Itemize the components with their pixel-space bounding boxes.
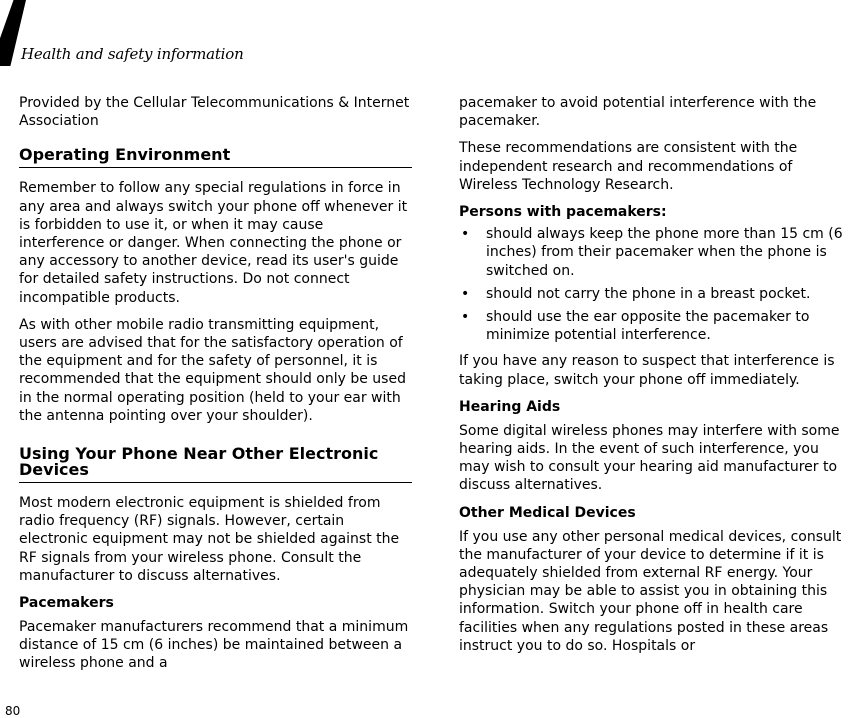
bullet-icon: • (461, 226, 470, 243)
hearing-aids-paragraph: Some digital wireless phones may interfere with some hearing aids. In the event of such interference, you may wish to consult your hearing aid manufacturer to discuss alternatives. (459, 422, 840, 494)
operating-environment-paragraph-1: Remember to follow any special regulations in force in any area and always switch your phone off whenever it is forbidden to use it, or when it may cause interference or danger. When connecting the phone or any accessory to another device, read its user's guide for detailed safety instructions. Do not connect incompatible products. (19, 180, 408, 306)
intro-text: Provided by the Cellular Telecommunications & Internet Association (19, 95, 410, 130)
hearing-aids-heading: Hearing Aids (459, 398, 561, 415)
list-item-text: should use the ear opposite the pacemaker to minimize potential interference. (486, 309, 810, 344)
pacemaker-bullet-list (459, 225, 848, 344)
near-devices-paragraph: Most modern electronic equipment is shielded from radio frequency (RF) signals. However, certain electronic equipment may not be shielded against the RF signals from your wireless phone. Consult the manufacturer to discuss alternatives. (19, 495, 400, 584)
persons-with-pacemakers-label: Persons with pacemakers: (459, 204, 667, 221)
pacemakers-heading: Pacemakers (19, 595, 114, 612)
list-item (459, 225, 848, 280)
bullet-icon: • (461, 309, 470, 326)
right-column (459, 94, 848, 664)
other-medical-devices-heading: Other Medical Devices (459, 504, 636, 521)
left-column (19, 94, 412, 682)
pacemaker-continuation: pacemaker to avoid potential interference with the pacemaker. (459, 95, 817, 130)
page-number: 80 (5, 704, 21, 718)
consistency-paragraph: These recommendations are consistent with the independent research and recommendations of Wireless Technology Research. (459, 140, 798, 193)
interference-reason-paragraph: If you have any reason to suspect that interference is taking place, switch your phone off immediately. (459, 353, 835, 388)
page-header-title: Health and safety information (21, 45, 244, 63)
list-item-text: should not carry the phone in a breast pocket. (486, 285, 811, 302)
pacemakers-paragraph: Pacemaker manufacturers recommend that a minimum distance of 15 cm (6 inches) be maintained between a wireless phone and a (19, 619, 409, 672)
list-item-text: should always keep the phone more than 15 cm (6 inches) from their pacemaker when the phone is switched on. (486, 226, 843, 279)
bullet-icon: • (461, 285, 470, 302)
list-item (459, 285, 848, 303)
operating-environment-heading: Operating Environment (19, 147, 412, 168)
operating-environment-paragraph-2: As with other mobile radio transmitting equipment, users are advised that for the satisfactory operation of the equipment and for the safety of personnel, it is recommended that the equipment should only be used in the normal operating position (held to your ear with the antenna pointing over your shoulder). (19, 316, 406, 424)
list-item (459, 308, 848, 344)
other-medical-devices-paragraph: If you use any other personal medical devices, consult the manufacturer of your device to determine if it is adequately shielded from external RF energy. Your physician may be able to assist you in obtaining this information. Switch your phone off in health care facilities when any regulations posted in these areas instruct you to do so. Hospitals or (459, 528, 842, 654)
near-devices-heading: Using Your Phone Near Other Electronic Devices (19, 446, 412, 483)
